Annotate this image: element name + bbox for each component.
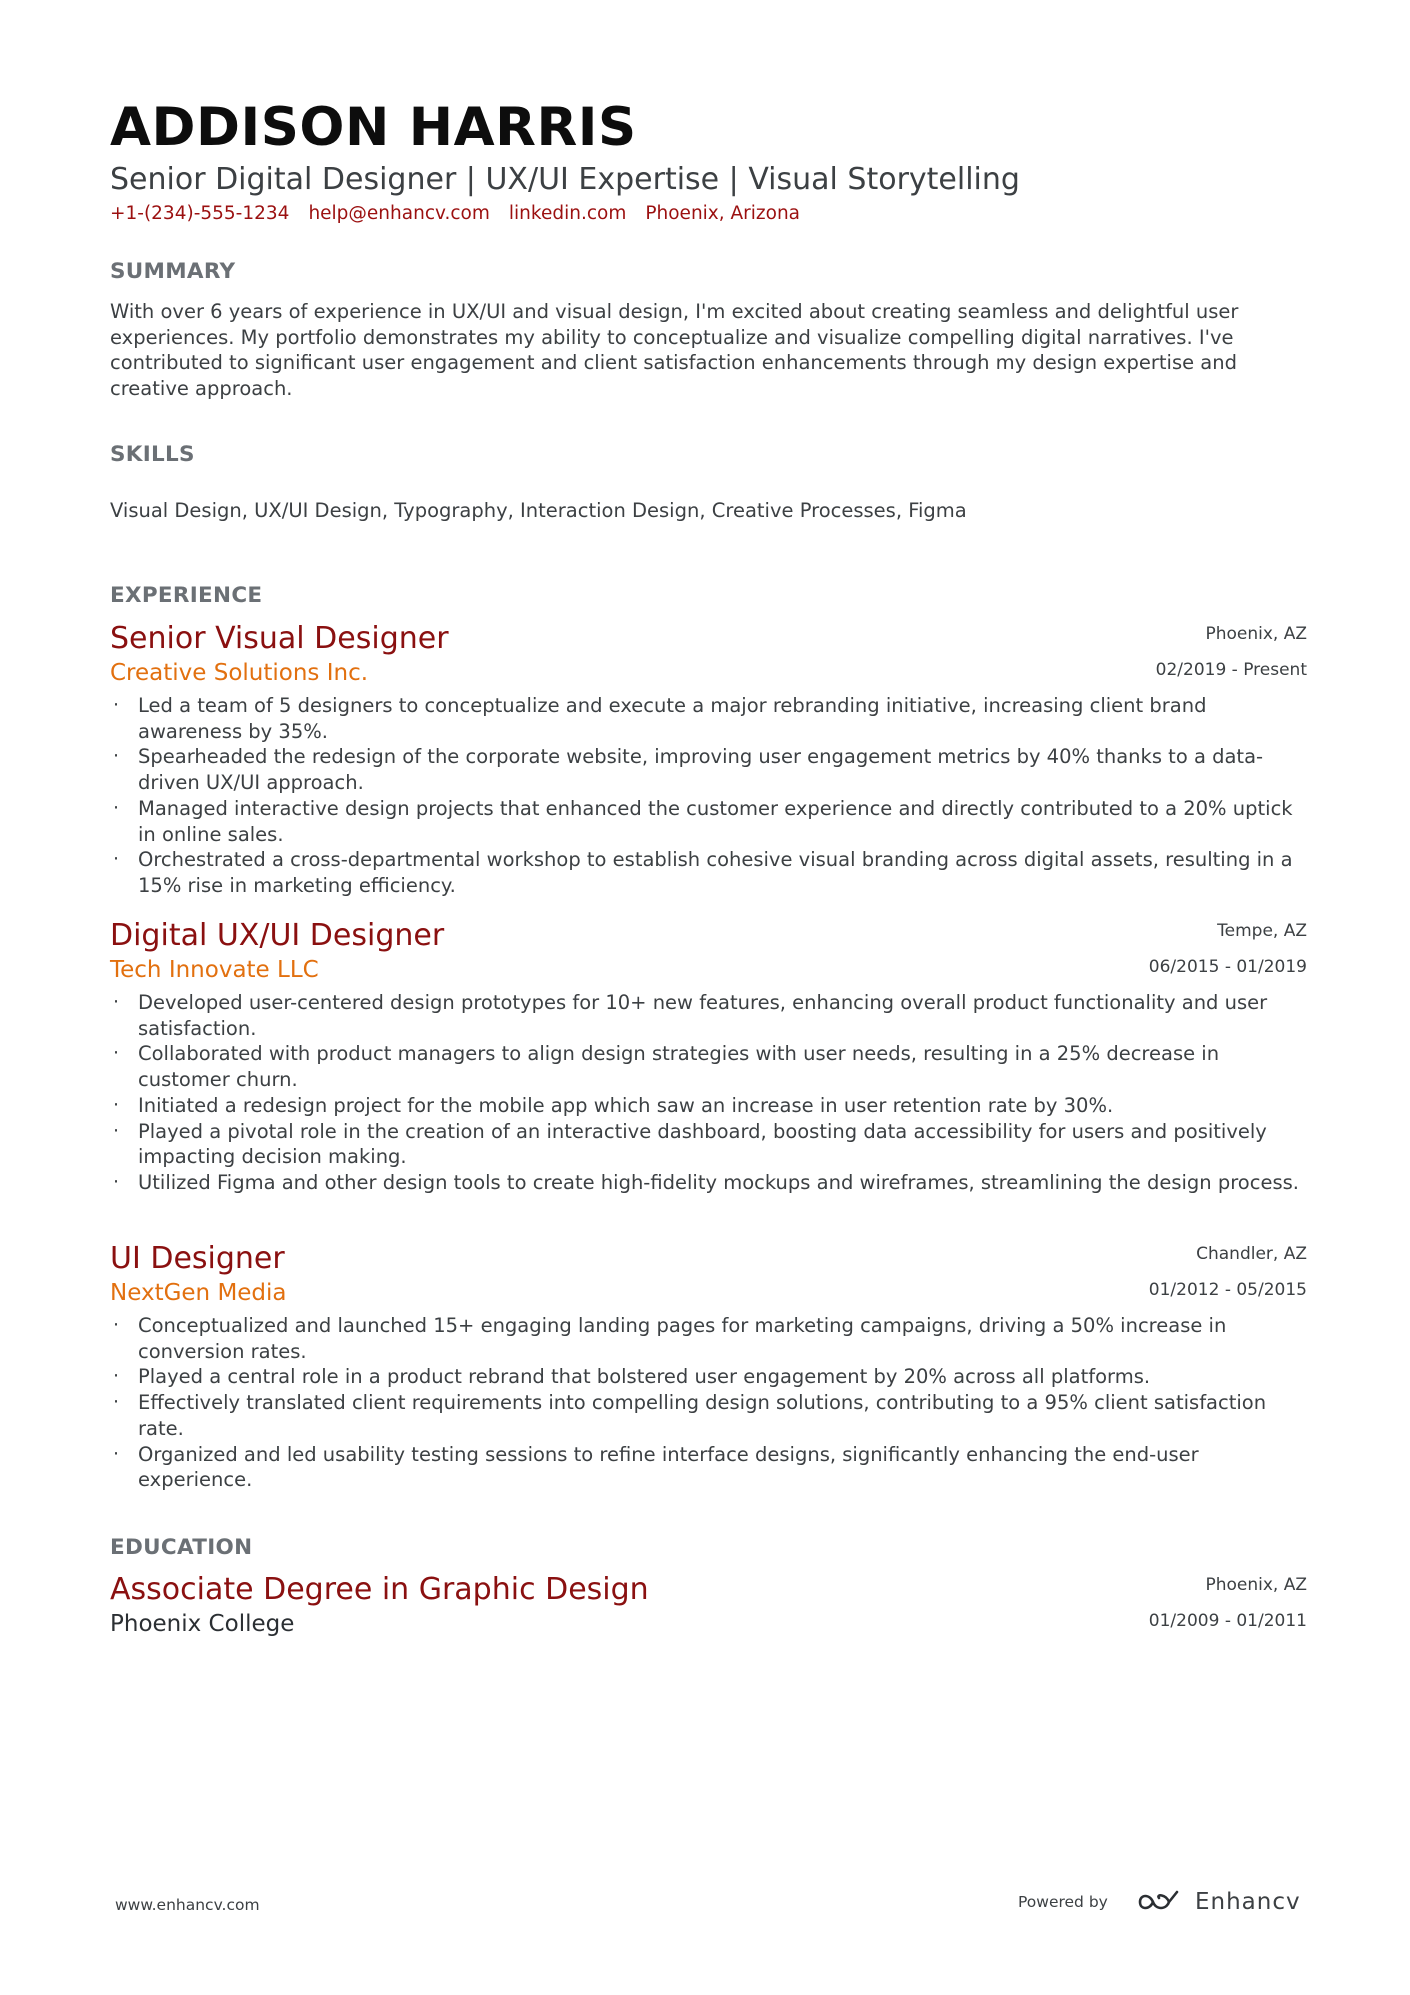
job-dates: 02/2019 - Present [1155, 660, 1307, 680]
candidate-name: ADDISON HARRIS [110, 97, 637, 158]
job-dates: 01/2012 - 05/2015 [1148, 1280, 1307, 1300]
job-title: Senior Visual Designer [110, 621, 449, 656]
summary-text: With over 6 years of experience in UX/UI and visual design, I'm excited about creating seamless and delightful user experiences. My portfolio demonstrates my ability to conceptualize and visualize compelling digital narratives. I've contributed to significant user engagement and client satisfaction enhancements through my design expertise and creative approach. [110, 300, 1239, 401]
job-dates: 06/2015 - 01/2019 [1148, 957, 1307, 977]
job-bullet: · Utilized Figma and other design tools to create high-fidelity mockups and wireframes, streamlining the design process. [110, 1170, 1307, 1196]
contact-phone[interactable]: +1-(234)-555-1234 [110, 203, 290, 224]
contact-bar [110, 202, 800, 226]
education-dates: 01/2009 - 01/2011 [1148, 1611, 1307, 1631]
enhancv-logo[interactable] [1137, 1886, 1301, 1918]
job-bullets [110, 693, 1307, 899]
job-bullets [110, 990, 1307, 1196]
job-bullet: · Managed interactive design projects that enhanced the customer experience and directly contributed to a 20% uptick in online sales. [110, 796, 1307, 847]
experience-heading: EXPERIENCE [110, 583, 263, 608]
powered-by-label: Powered by [1018, 1893, 1108, 1911]
job-location: Tempe, AZ [1217, 921, 1307, 941]
skills-text: Visual Design, UX/UI Design, Typography, Interaction Design, Creative Processes, Figma [110, 499, 967, 522]
job-bullet: · Collaborated with product managers to align design strategies with user needs, resulting in a 25% decrease in customer churn. [110, 1041, 1307, 1092]
degree-title: Associate Degree in Graphic Design [110, 1572, 649, 1607]
education-location: Phoenix, AZ [1205, 1575, 1307, 1595]
school-name: Phoenix College [110, 1611, 295, 1637]
education-heading: EDUCATION [110, 1535, 253, 1560]
contact-linkedin[interactable]: linkedin.com [508, 203, 627, 224]
job-company: NextGen Media [110, 1280, 287, 1306]
enhancv-logo-text: Enhancv [1195, 1889, 1301, 1915]
job-company: Creative Solutions Inc. [110, 660, 369, 686]
skills-heading: SKILLS [110, 442, 195, 467]
job-location: Chandler, AZ [1196, 1244, 1307, 1264]
job-bullet: · Conceptualized and launched 15+ engaging landing pages for marketing campaigns, driving a 50% increase in conversion rates. [110, 1313, 1307, 1364]
job-bullet: · Played a pivotal role in the creation of an interactive dashboard, boosting data accessibility for users and positively impacting decision making. [110, 1119, 1307, 1170]
job-bullet: · Developed user-centered design prototypes for 10+ new features, enhancing overall product functionality and user satisfaction. [110, 990, 1307, 1041]
job-title: UI Designer [110, 1241, 285, 1276]
resume-page [110, 0, 1307, 1995]
job-title: Digital UX/UI Designer [110, 918, 445, 953]
enhancv-logo-icon [1137, 1889, 1183, 1915]
job-bullet: · Initiated a redesign project for the mobile app which saw an increase in user retention rate by 30%. [110, 1093, 1307, 1119]
job-bullets [110, 1313, 1307, 1493]
footer-url[interactable]: www.enhancv.com [115, 1896, 260, 1914]
job-bullet: · Played a central role in a product rebrand that bolstered user engagement by 20% across all platforms. [110, 1364, 1307, 1390]
contact-location: Phoenix, Arizona [645, 203, 801, 224]
summary-heading: SUMMARY [110, 259, 236, 284]
job-company: Tech Innovate LLC [110, 957, 319, 983]
job-bullet: · Effectively translated client requirements into compelling design solutions, contributing to a 95% client satisfaction rate. [110, 1390, 1307, 1441]
job-bullet: · Organized and led usability testing sessions to refine interface designs, significantly enhancing the end-user experience. [110, 1442, 1307, 1493]
job-bullet: · Orchestrated a cross-departmental workshop to establish cohesive visual branding across digital assets, resulting in a 15% rise in marketing efficiency. [110, 847, 1307, 898]
job-location: Phoenix, AZ [1205, 624, 1307, 644]
job-bullet: · Led a team of 5 designers to conceptualize and execute a major rebranding initiative, increasing client brand awareness by 35%. [110, 693, 1307, 744]
contact-email[interactable]: help@enhancv.com [308, 203, 490, 224]
headline: Senior Digital Designer | UX/UI Expertise | Visual Storytelling [110, 162, 1020, 197]
job-bullet: · Spearheaded the redesign of the corporate website, improving user engagement metrics by 40% thanks to a data-driven UX/UI approach. [110, 744, 1307, 795]
